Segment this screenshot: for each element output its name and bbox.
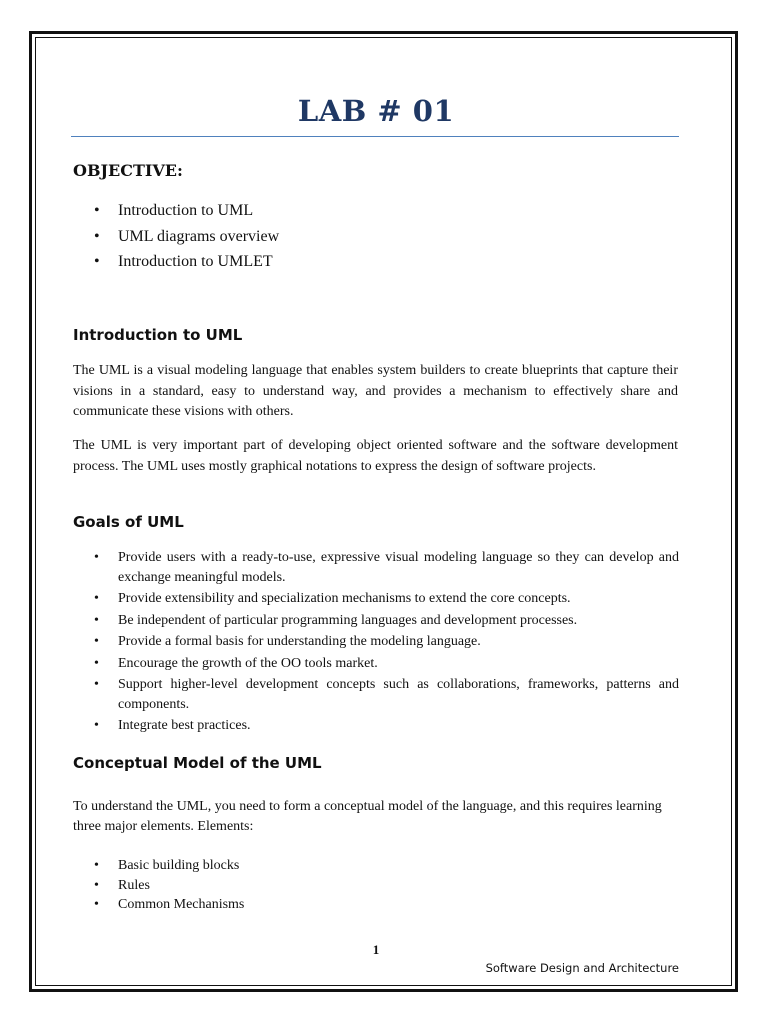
list-item: • Common Mechanisms <box>73 895 679 915</box>
list-item: • Rules <box>73 876 679 896</box>
intro-heading: Introduction to UML <box>73 326 243 344</box>
list-item: • Basic building blocks <box>73 856 679 876</box>
list-item: • Introduction to UML <box>73 198 679 224</box>
page-title: LAB # 01 <box>297 94 455 128</box>
list-item: • Provide users with a ready-to-use, expressive visual modeling language so they can develop and exchange meaningful models. <box>73 548 679 587</box>
objective-heading: OBJECTIVE: <box>73 161 183 180</box>
elements-list <box>73 856 679 915</box>
page-number: 1 <box>372 942 380 957</box>
title-divider <box>71 136 679 137</box>
goals-heading: Goals of UML <box>73 513 184 531</box>
list-item: • Introduction to UMLET <box>73 249 679 275</box>
conceptual-heading: Conceptual Model of the UML <box>73 754 322 772</box>
footer-course-title: Software Design and Architecture <box>485 961 679 975</box>
intro-paragraph: The UML is a visual modeling language that enables system builders to create blueprints that capture their visions in a standard, easy to understand way, and provides a mechanism to effectively share and communicate these visions with others. <box>73 363 678 419</box>
conceptual-paragraph: To understand the UML, you need to form a conceptual model of the language, and this requires learning three major elements. Elements: <box>73 799 662 834</box>
list-item: • Support higher-level development concepts such as collaborations, frameworks, patterns and components. <box>73 675 679 714</box>
list-item: • Be independent of particular programming languages and development processes. <box>73 611 679 631</box>
goals-list <box>73 548 679 738</box>
list-item: • Encourage the growth of the OO tools market. <box>73 654 679 674</box>
intro-paragraph: The UML is very important part of developing object oriented software and the software development process. The UML uses mostly graphical notations to express the design of software projects. <box>73 438 678 474</box>
objective-list <box>73 198 679 275</box>
list-item: • Provide extensibility and specialization mechanisms to extend the core concepts. <box>73 589 679 609</box>
list-item: • Integrate best practices. <box>73 716 679 736</box>
list-item: • UML diagrams overview <box>73 224 679 250</box>
list-item: • Provide a formal basis for understanding the modeling language. <box>73 632 679 652</box>
